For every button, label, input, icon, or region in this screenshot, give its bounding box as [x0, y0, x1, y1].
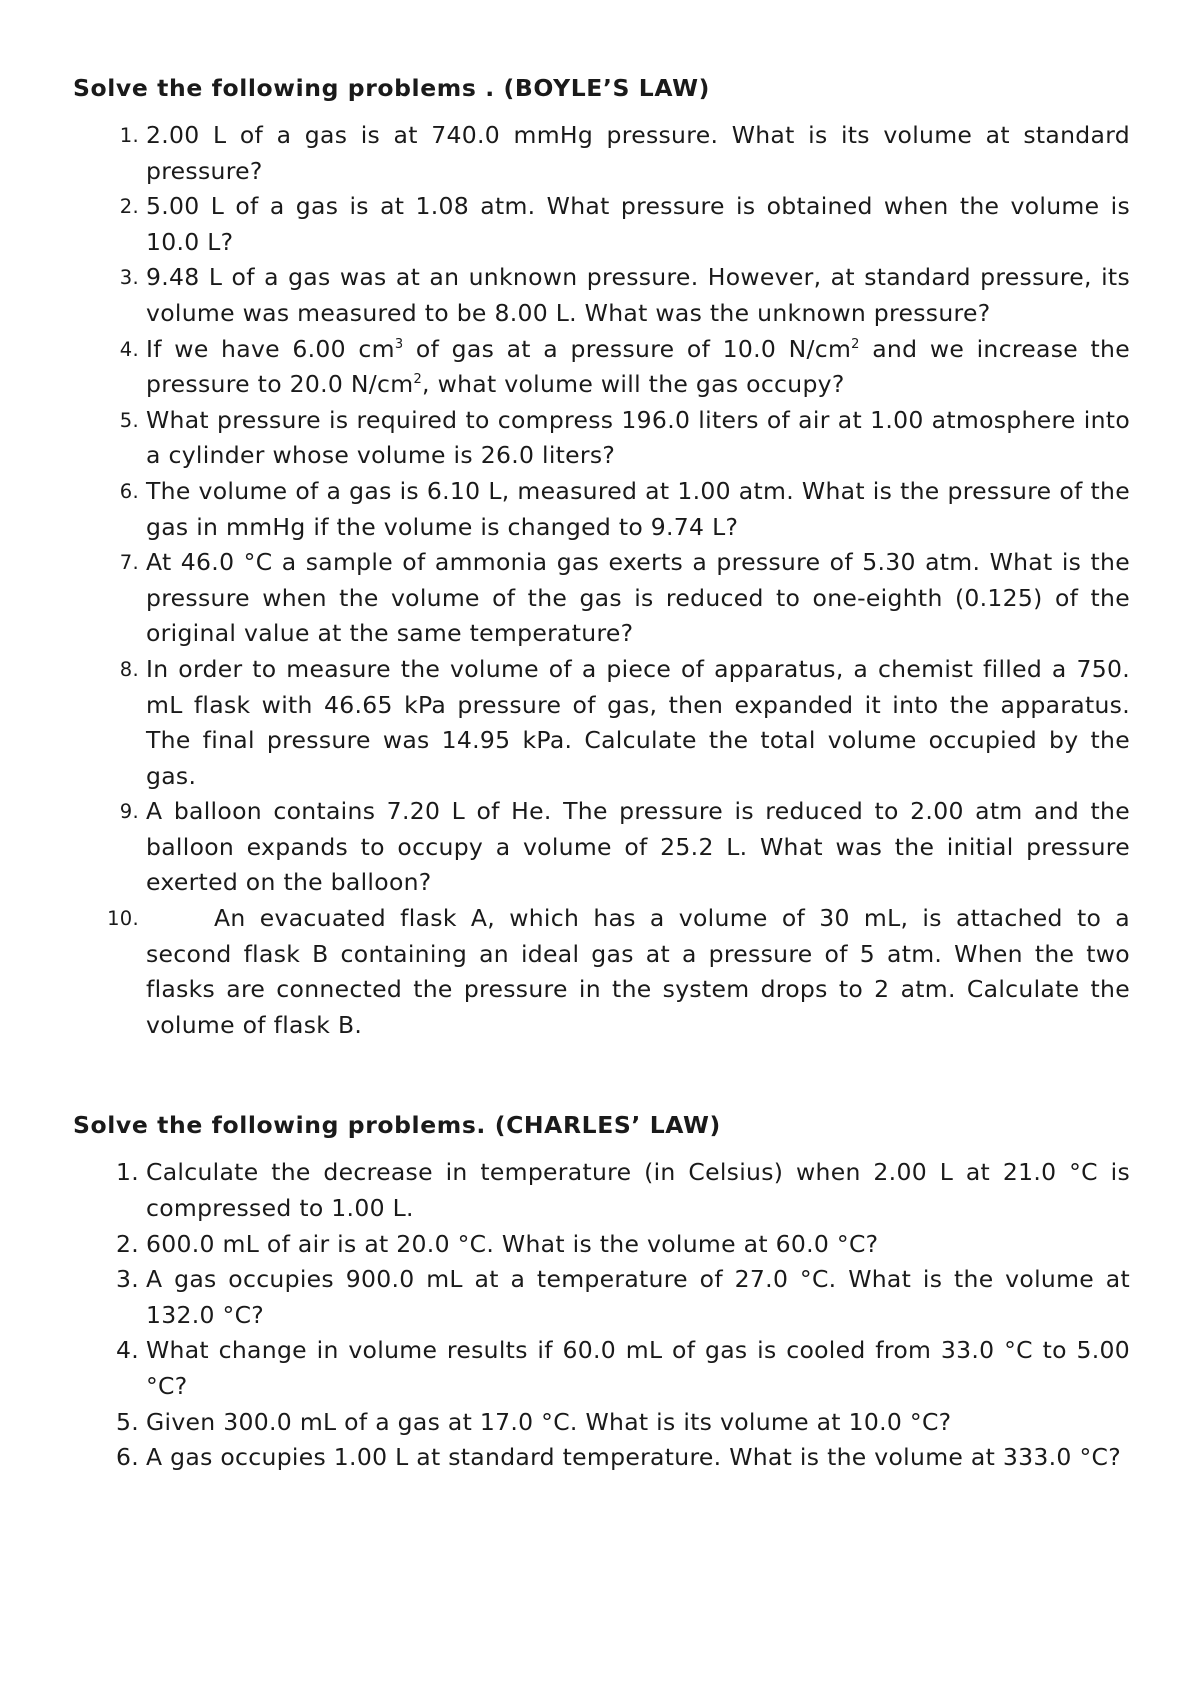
list-number: 5. [119, 408, 139, 432]
list-number: 1. [115, 1158, 139, 1187]
problem-text: A balloon contains 7.20 L of He. The pressure is reduced to 2.00 atm and the balloon expands to occupy a volume of 25.2 L. What was the initial pressure exerted on the balloon? [146, 797, 1130, 897]
problem-text: 2.00 L of a gas is at 740.0 mmHg pressure. What is its volume at standard pressure? [146, 121, 1130, 185]
list-number: 6. [115, 1443, 139, 1472]
list-item [73, 1405, 1130, 1441]
problem-list-boyles-law [73, 118, 1130, 1043]
list-item [73, 189, 1130, 260]
list-item [73, 474, 1130, 545]
list-number: 4. [115, 1336, 139, 1365]
problem-text-part: An evacuated flask A, which has a volume of 30 mL, is attached to a second flask B containing an ideal gas at a pressure of 5 atm. When the two flasks are connected the pressure in the system drops to 2 atm. Calculate the volume of flask B. [146, 904, 1130, 1039]
list-number: 2. [115, 1229, 139, 1258]
problem-text: 600.0 mL of air is at 20.0 °C. What is the volume at 60.0 °C? [146, 1229, 879, 1258]
list-item [73, 1333, 1130, 1404]
list-number: 6. [119, 479, 139, 503]
list-number: 2. [119, 195, 139, 219]
list-number: 8. [119, 657, 139, 681]
list-item [73, 332, 1130, 403]
list-item [73, 901, 1130, 1043]
list-number: 9. [119, 800, 139, 824]
problem-text: In order to measure the volume of a piece of apparatus, a chemist filled a 750. mL flask with 46.65 kPa pressure of gas, then expanded it into the apparatus. The final pressure was 14.95 kPa. Calculate the total volume occupied by the gas. [146, 654, 1130, 790]
list-number: 3. [119, 266, 139, 290]
list-number: 10. [107, 907, 139, 931]
problem-text-part: of gas at a pressure of 10.0 N/cm [403, 334, 852, 363]
list-item [73, 1155, 1130, 1226]
problem-text-part: If we have 6.00 cm [146, 334, 395, 363]
list-item [73, 260, 1130, 331]
problem-text: What change in volume results if 60.0 mL of gas is cooled from 33.0 °C to 5.00 °C? [146, 1336, 1130, 1400]
list-item [73, 1262, 1130, 1333]
problem-text: 9.48 L of a gas was at an unknown pressure. However, at standard pressure, its volume was measured to be 8.00 L. What was the unknown pressure? [146, 263, 1130, 327]
list-item [73, 545, 1130, 652]
superscript: 2 [413, 372, 423, 388]
list-number: 5. [115, 1407, 139, 1436]
section-title-charles-law: Solve the following problems. (CHARLES’ LAW) [73, 1111, 721, 1140]
list-number: 1. [119, 124, 139, 147]
list-item [73, 794, 1130, 901]
problem-text: At 46.0 °C a sample of ammonia gas exerts a pressure of 5.30 atm. What is the pressure when the volume of the gas is reduced to one-eighth (0.125) of the original value at the same temperature? [146, 548, 1130, 648]
problem-text: 5.00 L of a gas is at 1.08 atm. What pressure is obtained when the volume is 10.0 L? [146, 192, 1130, 256]
superscript: 2 [851, 336, 860, 352]
list-number: 4. [119, 337, 139, 361]
problem-text [146, 901, 1130, 1043]
problem-text: The volume of a gas is 6.10 L, measured at 1.00 atm. What is the pressure of the gas in mmHg if the volume is changed to 9.74 L? [146, 476, 1130, 541]
problem-list-charles-law [73, 1155, 1130, 1475]
problem-text-part: and we increase the pressure to 20.0 N/cm [146, 334, 1130, 399]
list-number: 7. [119, 551, 139, 575]
problem-text [146, 332, 1130, 403]
section-title-boyles-law: Solve the following problems . (BOYLE’S LAW) [73, 74, 710, 102]
problem-text: What pressure is required to compress 196.0 liters of air at 1.00 atmosphere into a cylinder whose volume is 26.0 liters? [146, 405, 1130, 470]
problem-text: A gas occupies 1.00 L at standard temperature. What is the volume at 333.0 °C? [146, 1443, 1121, 1472]
list-item [73, 1440, 1130, 1476]
list-number: 3. [115, 1265, 139, 1294]
problem-text: A gas occupies 900.0 mL at a temperature of 27.0 °C. What is the volume at 132.0 °C? [146, 1265, 1130, 1329]
list-item [73, 403, 1130, 474]
superscript: 3 [394, 336, 404, 352]
list-item [73, 652, 1130, 794]
problem-text-part: , what volume will the gas occupy? [422, 370, 845, 399]
list-item [73, 118, 1130, 189]
problem-text: Given 300.0 mL of a gas at 17.0 °C. What is its volume at 10.0 °C? [146, 1407, 952, 1436]
problem-text: Calculate the decrease in temperature (in Celsius) when 2.00 L at 21.0 °C is compressed to 1.00 L. [146, 1158, 1130, 1223]
list-item [73, 1227, 1130, 1263]
